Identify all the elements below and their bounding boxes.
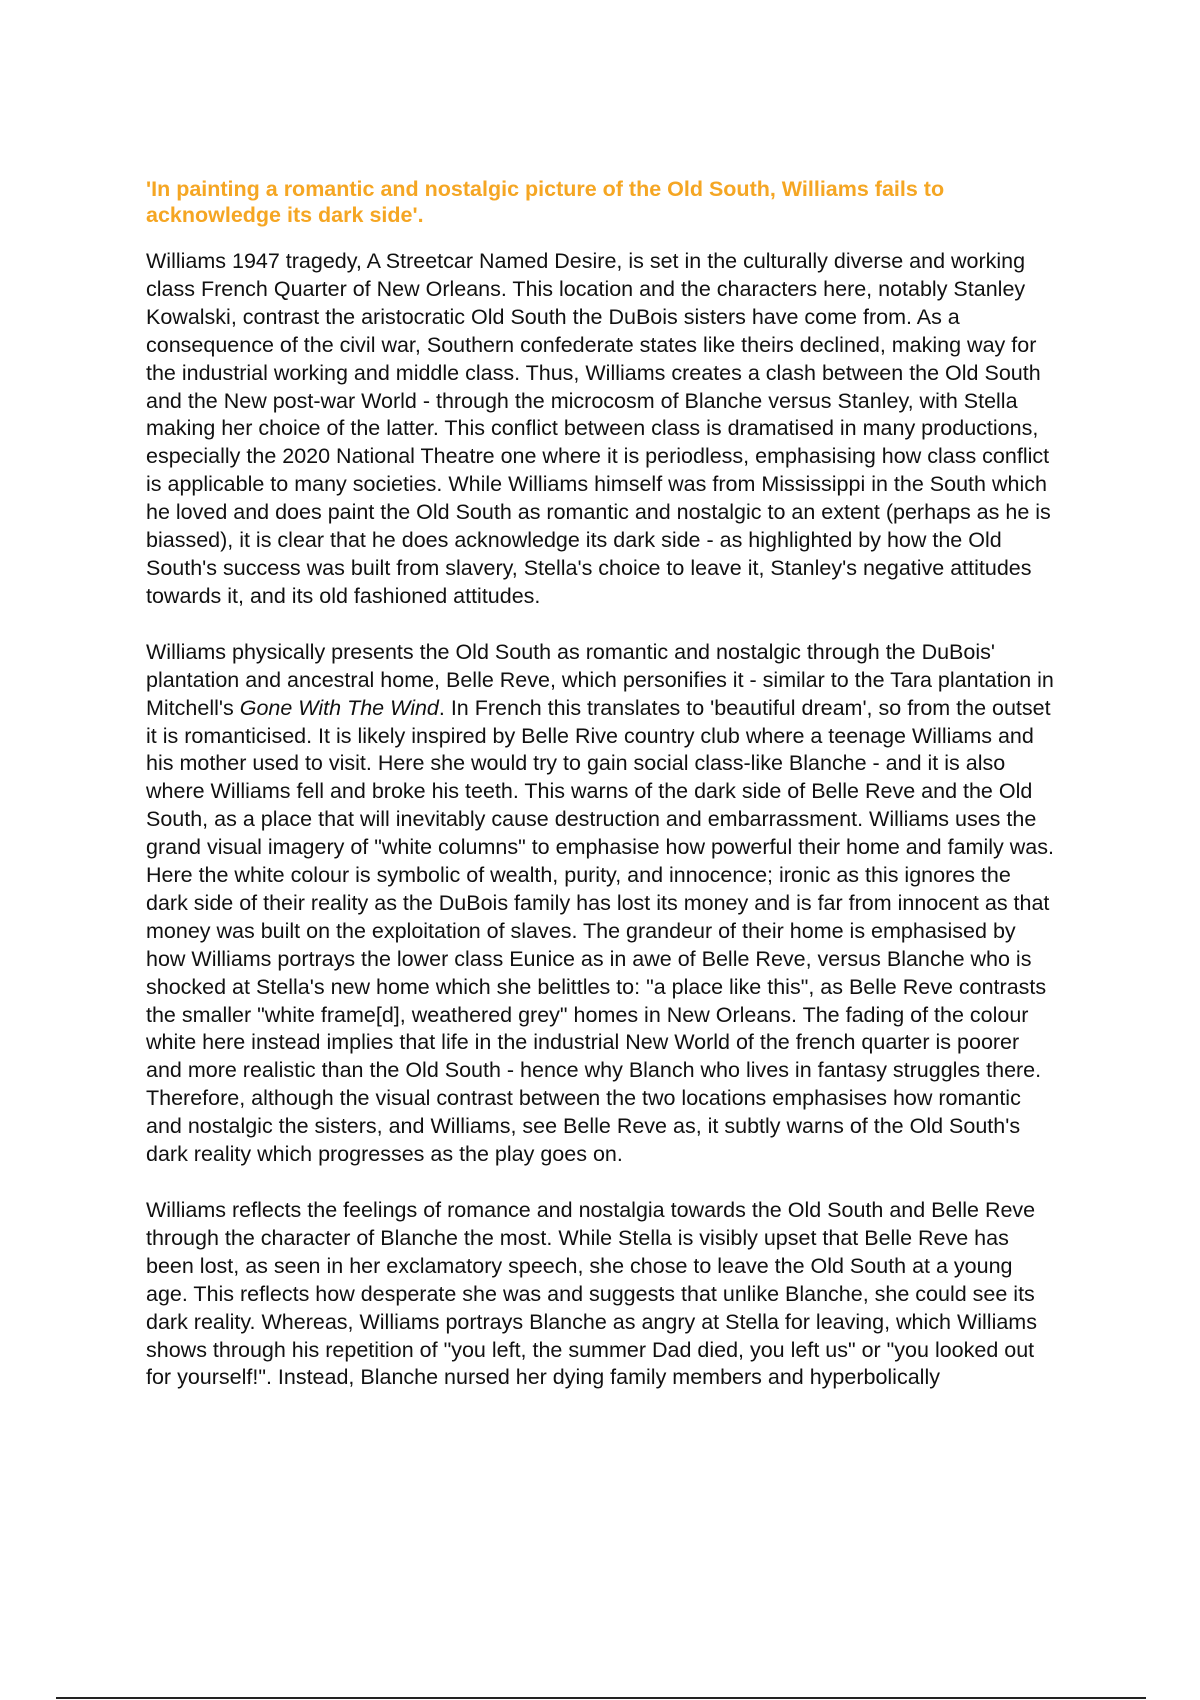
book-title-italic: Gone With The Wind (239, 695, 439, 720)
document-body (146, 176, 1056, 1392)
paragraph-1: Williams 1947 tragedy, A Streetcar Named Desire, is set in the culturally diverse and working class French Quarter of New Orleans. This location and the characters here, notably Stanley Kowalski, contrast the aristocratic Old South the DuBois sisters have come from. As a consequence of the civil war, Southern confederate states like theirs declined, making way for the industrial working and middle class. Thus, Williams creates a clash between the Old South and the New post-war World - through the microcosm of Blanche versus Stanley, with Stella making her choice of the latter. This conflict between class is dramatised in many productions, especially the 2020 National Theatre one where it is periodless, emphasising how class conflict is applicable to many societies. While Williams himself was from Mississippi in the South which he loved and does paint the Old South as romantic and nostalgic to an extent (perhaps as he is biassed), it is clear that he does acknowledge its dark side - as highlighted by how the Old South's success was built from slavery, Stella's choice to leave it, Stanley's negative attitudes towards it, and its old fashioned attitudes. (146, 249, 1051, 608)
essay-title: 'In painting a romantic and nostalgic picture of the Old South, Williams fails to acknowledge its dark side'. (146, 177, 945, 227)
paragraph-2-text-after: . In French this translates to 'beautiful dream', so from the outset it is romanticised. It is likely inspired by Belle Rive country club where a teenage Williams and his mother used to visit. Here she would try to gain social class-like Blanche - and it is also where Williams fell and broke his teeth. This warns of the dark side of Belle Reve and the Old South, as a place that will inevitably cause destruction and embarrassment. Williams uses the grand visual imagery of "white columns" to emphasise how powerful their home and family was. Here the white colour is symbolic of wealth, purity, and innocence; ironic as this ignores the dark side of their reality as the DuBois family has lost its money and is far from innocent as that money was built on the exploitation of slaves. The grandeur of their home is emphasised by how Williams portrays the lower class Eunice as in awe of Belle Reve, versus Blanche who is shocked at Stella's new home which she belittles to: "a place like this", as Belle Reve contrasts the smaller "white frame[d], weathered grey" homes in New Orleans. The fading of the colour white here instead implies that life in the industrial New World of the french quarter is poorer and more realistic than the Old South - hence why Blanch who lives in fantasy struggles there. Therefore, although the visual contrast between the two locations emphasises how romantic and nostalgic the sisters, and Williams, see Belle Reve as, it subtly warns of the Old South's dark reality which progresses as the play goes on. (146, 695, 1054, 1167)
paragraph-3: Williams reflects the feelings of romance and nostalgia towards the Old South and Belle Reve through the character of Blanche the most. While Stella is visibly upset that Belle Reve has been lost, as seen in her exclamatory speech, she chose to leave the Old South at a young age. This reflects how desperate she was and suggests that unlike Blanche, she could see its dark reality. Whereas, Williams portrays Blanche as angry at Stella for leaving, which Williams shows through his repetition of "you left, the summer Dad died, you left us" or "you looked out for yourself!". Instead, Blanche nursed her dying family members and hyperbolically (146, 1198, 1037, 1390)
footer-divider (56, 1697, 1146, 1699)
paragraph-2-text-before: Williams physically presents the Old South as romantic and nostalgic through the DuBois' plantation and ancestral home, Belle Reve, which personifies it - similar to the Tara plantation in Mitchell's (146, 639, 1054, 720)
paragraph-2 (146, 639, 1056, 1169)
